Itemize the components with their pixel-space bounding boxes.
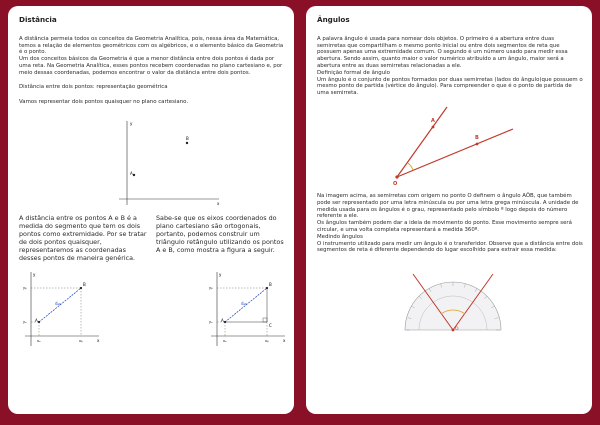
paragraph: Um ângulo é o conjunto de pontos formados por duas semirretas (lados do ângulo)que possuem o mesmo ponto de partida (vértice do ângulo). Para compreender o que é o ponto de partida de uma semirreta. [317,76,583,97]
angle-figure [317,101,583,187]
point-a [38,321,40,323]
point-b [266,287,268,289]
y-axis-label: y [219,272,222,278]
page-title: Distância [19,15,57,24]
paragraph: Distância entre dois pontos: representação geométrica [19,83,168,90]
vertex-o [395,175,398,178]
protractor-body [405,282,501,333]
distance-figure [19,268,285,348]
cartesian-figure [19,113,285,208]
paragraph: Na imagem acima, as semirretas com origem no ponto O definem o ângulo AÔB, que também pode ser representado por uma letra minúscula ou por uma letra grega minúscula. A unidade de medida usada para os ângulos é o grau, representado pelo símbolo º logo depois do número referente a ele. [317,192,579,220]
column-right: Sabe-se que os eixos coordenados do plano cartesiano são ortogonais, portanto, podemos construir um triângulo retângulo utilizando os pontos A e B, como mostra a figura a seguir. [156,214,284,255]
x-axis-label: x [97,338,100,344]
left-page [8,6,294,414]
distance-label: dₐᵦ [55,301,61,307]
point-a-label: A [221,318,224,324]
paragraph: A palavra ângulo é usada para nomear dois objetos. O primeiro é a abertura entre duas semirretas que compartilham o mesmo ponto inicial ou entre dois segmentos de reta que possuem apenas uma extremidade comum. O segundo é um número usado para medir essa abertura. Sendo assim, quanto maior o valor numérico atribuído a um ângulo, maior será a abertura entre as duas semirretas relacionadas a ele. [317,35,568,69]
point-b [186,142,188,144]
two-column-text [19,214,285,262]
point-b-label: B [475,134,479,141]
point-b-label: B [269,282,272,288]
xa-label: xₐ [223,339,227,344]
point-b-label: B [83,282,86,288]
point-a [224,321,226,323]
ya-label: yₐ [209,320,213,325]
right-angle-mark [263,318,267,322]
vertex-o [452,329,455,332]
section-heading: Definição formal de ângulo [317,69,390,76]
paragraph: Vamos representar dois pontos quaisquer no plano cartesiano. [19,99,189,106]
paragraph: Os ângulos também podem dar a ideia de movimento do ponto. Esse movimento sempre será circular, e uma volta completa representará a medida 360º. [317,220,572,233]
xa-label: xₐ [37,339,41,344]
point-a-label: A [431,117,435,124]
paragraph: A distância permeia todos os conceitos da Geometria Analítica, pois, nessa área da Matemática, temos a relação de elementos geométricos com os algébricos, e o elemento básico da Geometria é o ponto. [19,35,284,56]
protractor-figure [317,260,583,332]
distance-label: dₐᵦ [241,301,247,307]
right-page [306,6,592,414]
vertex-o-label: O [393,180,398,187]
point-a-label: A [130,171,133,177]
paragraph: Um dos conceitos básicos da Geometria é que a menor distância entre dois pontos é dada por uma reta. Na Geometria Analítica, esses pontos recebem coordenadas no plano cartesiano e, por meio dessas coordenadas, podemos encontrar o valor da distância entre dois pontos. [19,56,283,76]
y-axis-label: y [33,272,36,278]
section-heading: Medindo ângulos [317,233,363,240]
vertex-o-label: O [455,327,459,333]
left-content [19,17,285,348]
xb-label: xᵦ [265,339,269,344]
right-content [317,17,583,332]
point-c-label: C [269,323,272,329]
page-title: Ângulos [317,15,350,24]
x-axis-label: x [283,338,286,344]
angle-arc [408,163,413,170]
yb-label: yᵦ [209,286,213,291]
ya-label: yₐ [23,320,27,325]
column-left: A distância entre os pontos A e B é a medida do segmento que tem os dois pontos como extremidade. Por se tratar de dois pontos quaisquer, representaremos as coordenadas desses pontos de maneira genérica. [19,214,147,263]
point-a [133,174,135,176]
point-b [476,143,479,146]
xb-label: xᵦ [79,339,83,344]
paragraph: O instrumento utilizado para medir um ângulo é o transferidor. Observe que a distância entre dois segmentos de reta é diferente dependendo do lugar escolhido para extrair essa medida: [317,240,583,254]
point-a [432,126,435,129]
yb-label: yᵦ [23,286,27,291]
point-b-label: B [186,136,189,142]
x-axis-label: x [217,201,220,207]
corner-decoration [585,411,599,425]
point-b [80,287,82,289]
y-axis-label: y [130,121,133,127]
point-a-label: A [35,318,38,324]
